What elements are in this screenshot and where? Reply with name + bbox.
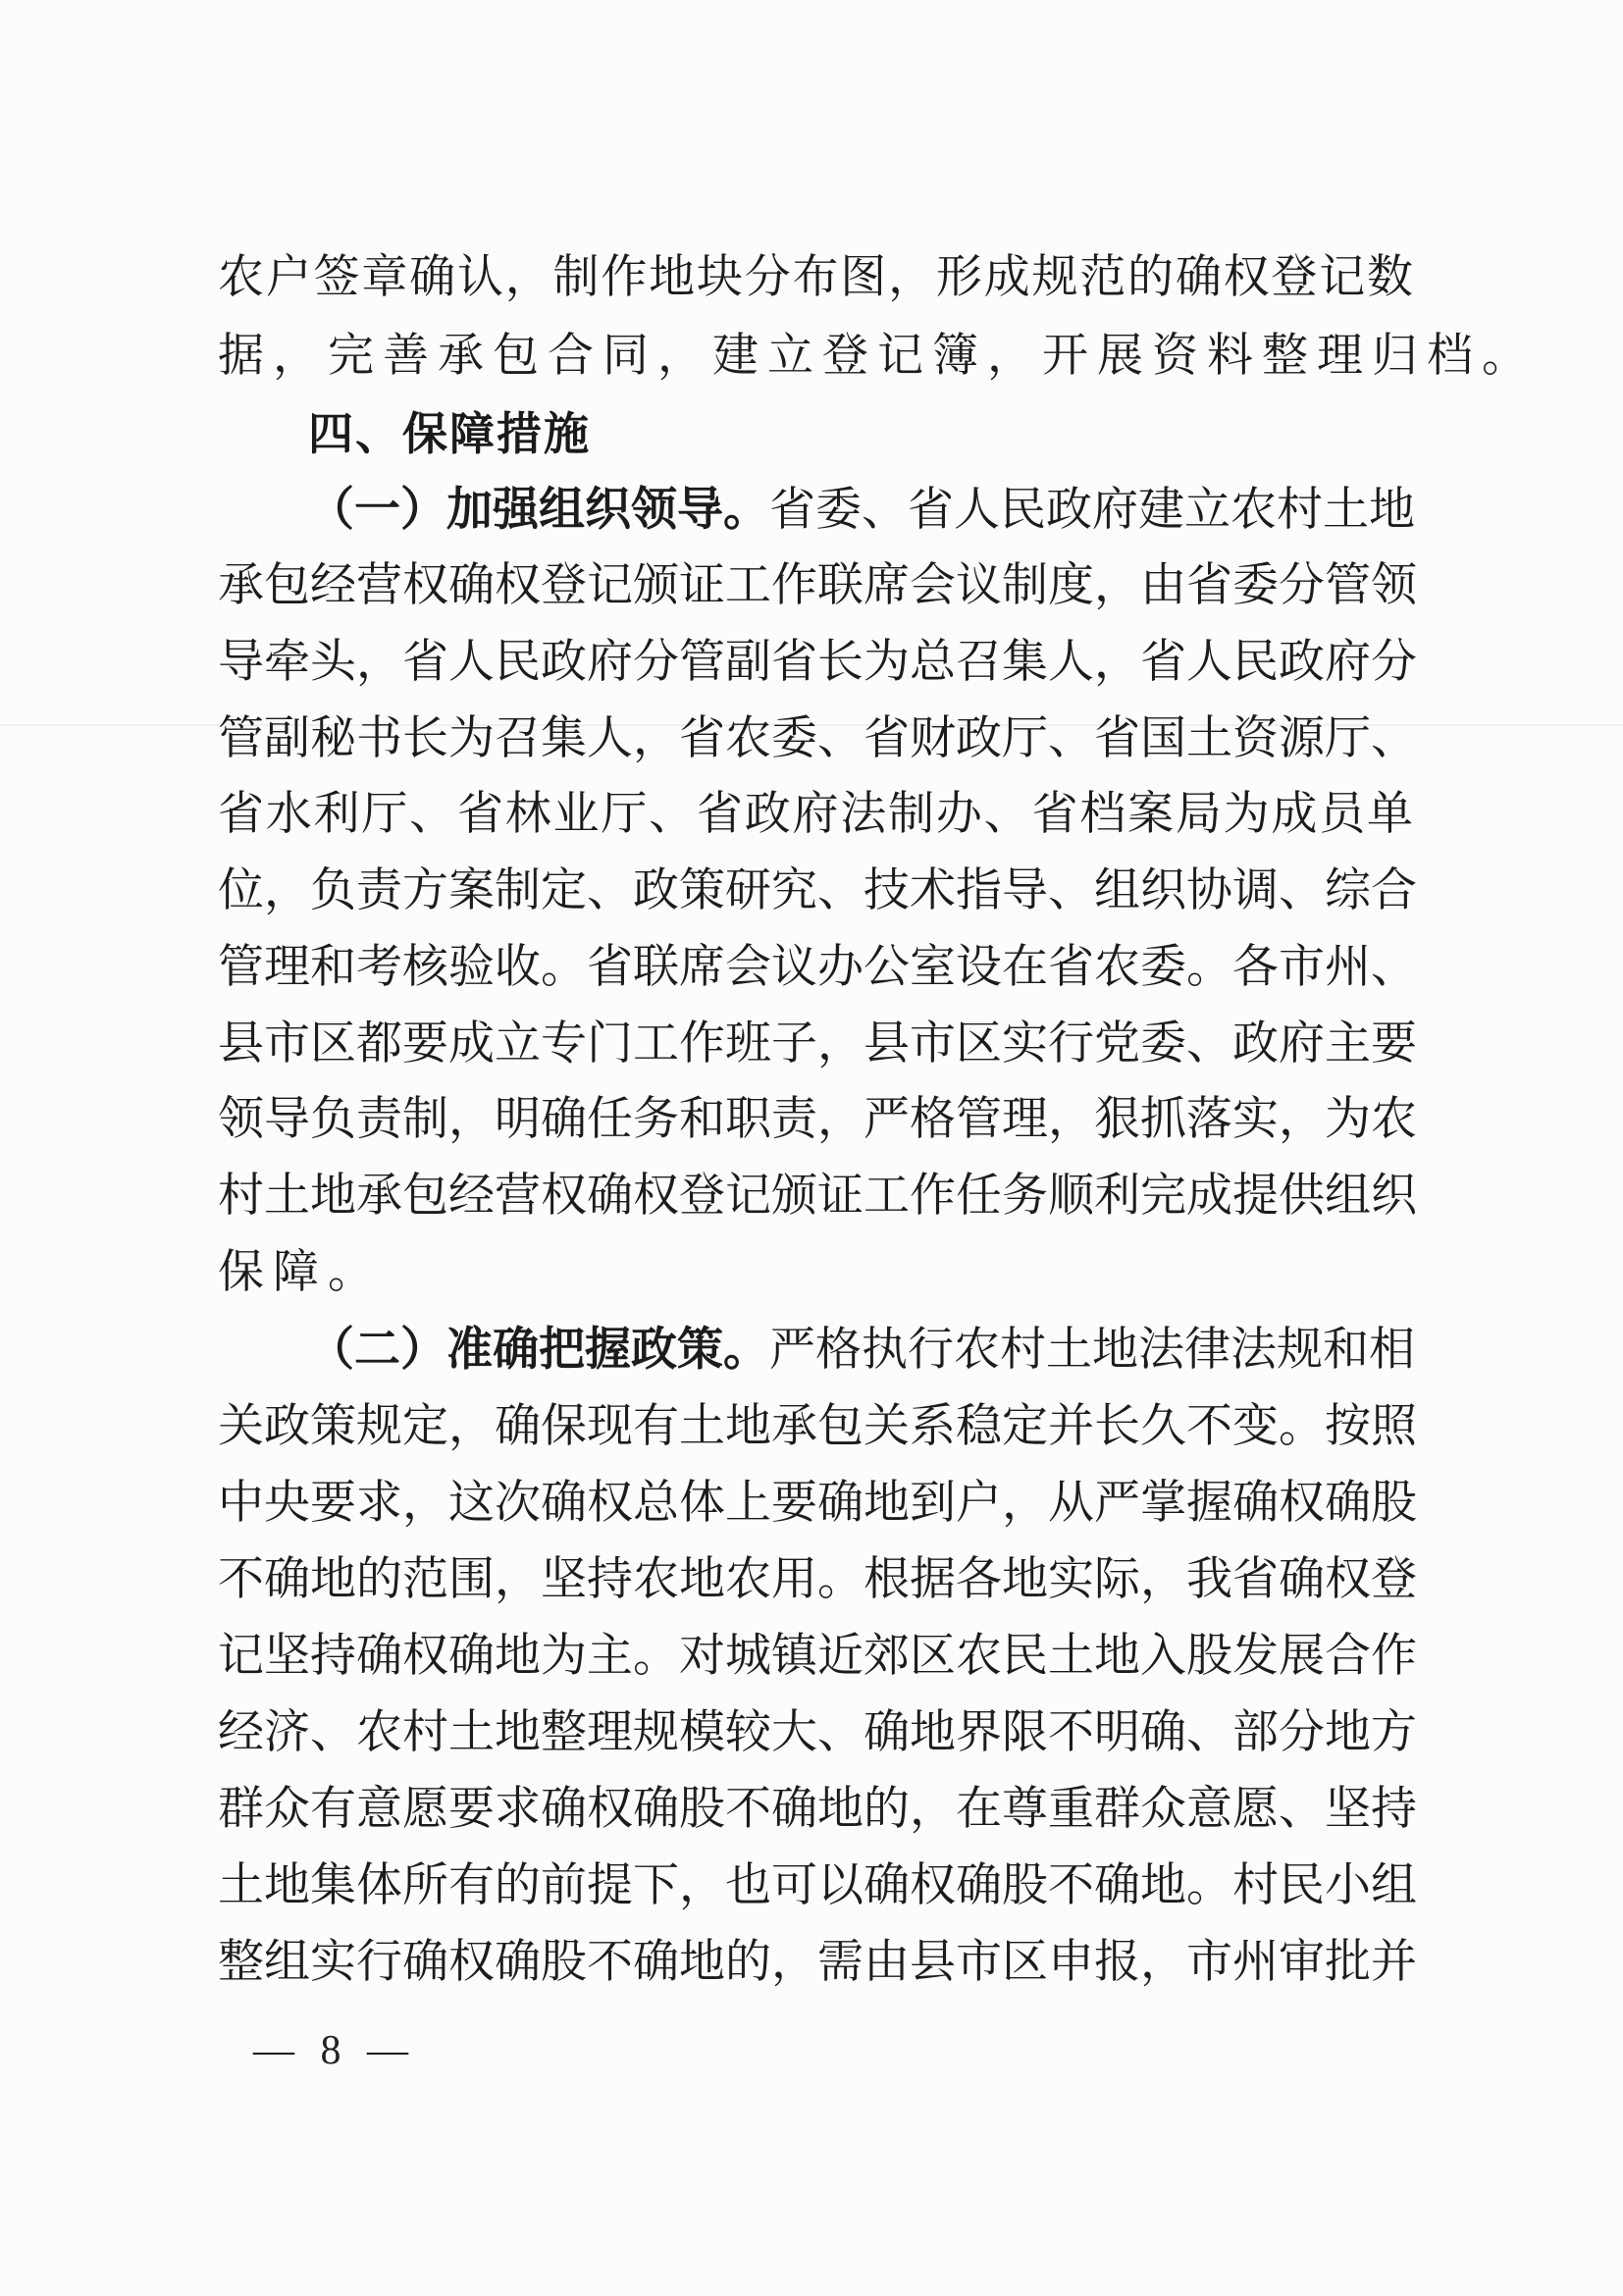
body-line: 村土地承包经营权确权登记颁证工作任务顺利完成提供组织: [218, 1169, 1417, 1223]
body-text: 省委、省人民政府建立农村土地: [769, 483, 1415, 537]
body-line: 土地集体所有的前提下，也可以确权确股不确地。村民小组: [218, 1858, 1417, 1912]
body-line: 整组实行确权确股不确地的，需由县市区申报，市州审批并: [218, 1935, 1417, 1989]
body-line: 省水利厅、省林业厅、省政府法制办、省档案局为成员单: [218, 787, 1413, 841]
paragraph-subheading: （二）准确把握政策。: [308, 1323, 769, 1377]
body-line: 县市区都要成立专门工作班子，县市区实行党委、政府主要: [218, 1017, 1417, 1070]
page-number: — 8 —: [253, 2028, 408, 2073]
body-line: 领导负责制，明确任务和职责，严格管理，狠抓落实，为农: [218, 1092, 1417, 1146]
body-line: 导牵头，省人民政府分管副省长为总召集人，省人民政府分: [218, 635, 1417, 689]
body-line: 不确地的范围，坚持农地农用。根据各地实际，我省确权登: [218, 1552, 1417, 1606]
body-line: 记坚持确权确地为主。对城镇近郊区农民土地入股发展合作: [218, 1629, 1417, 1683]
body-line: 中央要求，这次确权总体上要确地到户，从严掌握确权确股: [218, 1476, 1417, 1530]
body-line: 保障。: [218, 1245, 383, 1299]
paragraph-subheading: （一）加强组织领导。: [308, 483, 769, 537]
section-heading: 四、保障措施: [308, 407, 591, 460]
paragraph-first-line: [308, 471, 1413, 549]
body-line: 位，负责方案制定、政策研究、技术指导、组织协调、综合: [218, 863, 1417, 917]
body-line: 群众有意愿要求确权确股不确地的，在尊重群众意愿、坚持: [218, 1782, 1417, 1836]
body-line: 经济、农村土地整理规模较大、确地界限不明确、部分地方: [218, 1705, 1417, 1759]
body-line: 管副秘书长为召集人，省农委、省财政厅、省国土资源厅、: [218, 711, 1417, 765]
body-text: 严格执行农村土地法律法规和相: [769, 1323, 1415, 1377]
body-line: 关政策规定，确保现有土地承包关系稳定并长久不变。按照: [218, 1399, 1417, 1453]
paragraph-first-line: [308, 1311, 1413, 1389]
body-line: 承包经营权确权登记颁证工作联席会议制度，由省委分管领: [218, 558, 1417, 612]
body-line: 据，完善承包合同，建立登记簿，开展资料整理归档。: [218, 329, 1537, 383]
body-line: 管理和考核验收。省联席会议办公室设在省农委。各市州、: [218, 940, 1417, 994]
body-line: 农户签章确认，制作地块分布图，形成规范的确权登记数: [218, 250, 1413, 304]
